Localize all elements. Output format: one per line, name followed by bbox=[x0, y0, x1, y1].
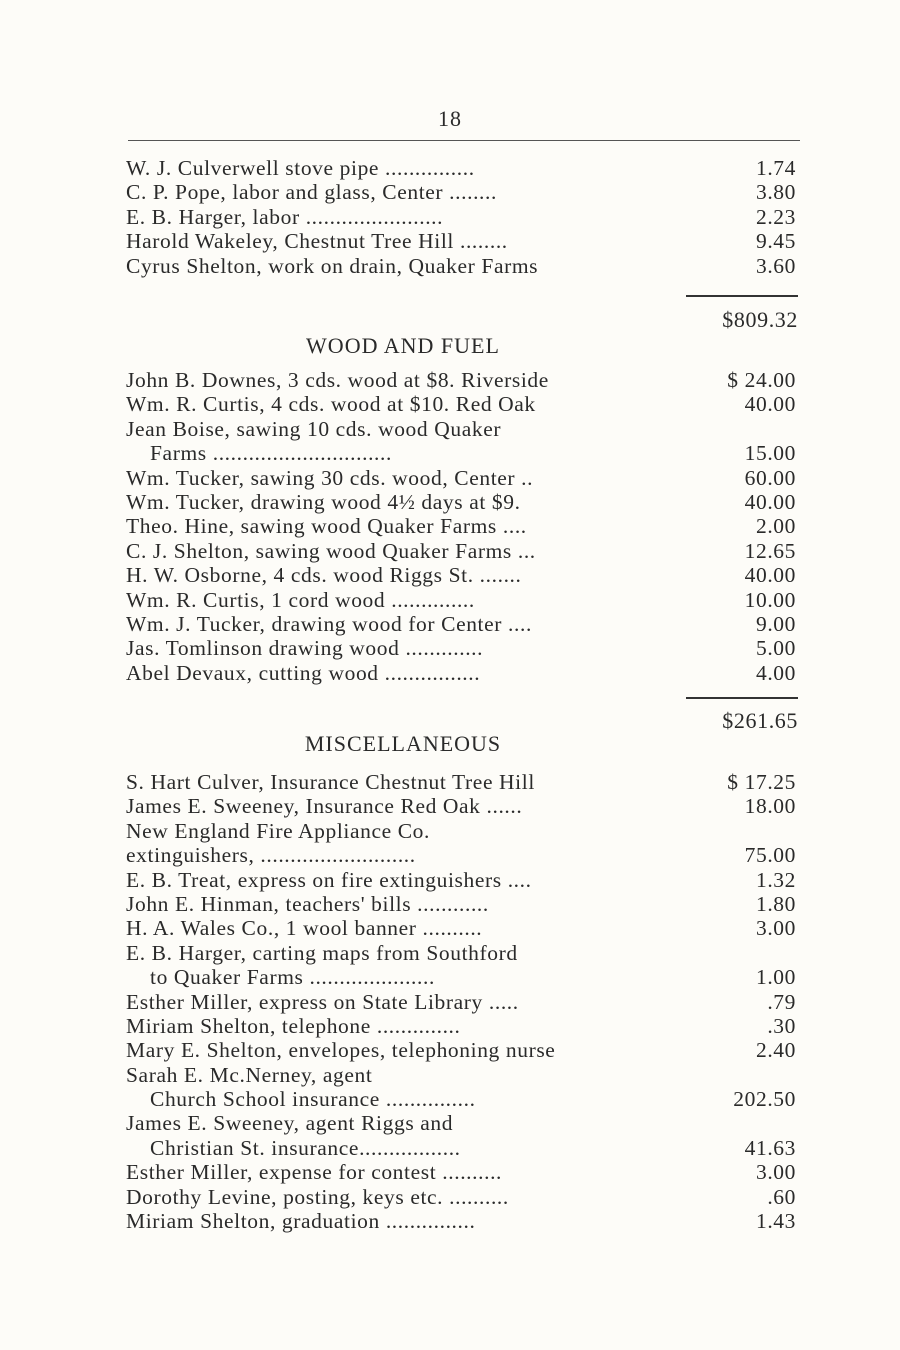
entry-amount: 202.50 bbox=[733, 1087, 796, 1112]
subtotal-rule bbox=[686, 697, 798, 699]
ledger-row bbox=[126, 892, 800, 916]
section-heading-miscellaneous: MISCELLANEOUS bbox=[304, 731, 502, 756]
entry-description: Church School insurance ............... bbox=[150, 1087, 476, 1112]
ledger-row bbox=[126, 254, 800, 278]
page-number: 18 bbox=[438, 106, 462, 131]
entry-amount: 1.74 bbox=[755, 156, 796, 180]
entry-amount: $ 17.25 bbox=[727, 770, 796, 794]
ledger-row bbox=[126, 1160, 800, 1184]
ledger-row bbox=[126, 770, 800, 794]
wood-and-fuel-total: $261.65 bbox=[722, 708, 798, 733]
entry-amount: 15.00 bbox=[744, 441, 796, 466]
ledger-row bbox=[126, 441, 800, 465]
entry-description: E. B. Harger, carting maps from Southford bbox=[126, 940, 518, 965]
entry-description: Esther Miller, expense for contest .......... bbox=[126, 1160, 503, 1185]
entry-description: C. J. Shelton, sawing wood Quaker Farms ... bbox=[126, 538, 536, 563]
entry-amount: $ 24.00 bbox=[727, 368, 796, 392]
entry-description: Wm. R. Curtis, 1 cord wood .............. bbox=[126, 587, 475, 612]
entry-amount: 1.43 bbox=[755, 1209, 796, 1234]
ledger-row bbox=[126, 965, 800, 989]
entry-description: Sarah E. Mc.Nerney, agent bbox=[126, 1062, 373, 1087]
entry-description: James E. Sweeney, agent Riggs and bbox=[126, 1111, 454, 1136]
ledger-row bbox=[126, 466, 800, 490]
entry-description: Wm. J. Tucker, drawing wood for Center .... bbox=[126, 611, 532, 636]
entry-description: Wm. Tucker, drawing wood 4½ days at $9. bbox=[126, 489, 521, 514]
ledger-row bbox=[126, 636, 800, 660]
entry-description: New England Fire Appliance Co. bbox=[126, 818, 431, 843]
entry-amount: 40.00 bbox=[744, 392, 796, 417]
entry-amount: 40.00 bbox=[744, 563, 796, 588]
wood-and-fuel-entries bbox=[126, 368, 800, 685]
entry-amount: 3.00 bbox=[755, 1160, 796, 1185]
entry-description: Farms .............................. bbox=[150, 441, 392, 466]
entry-description: H. W. Osborne, 4 cds. wood Riggs St. ....... bbox=[126, 563, 522, 588]
entry-amount: 18.00 bbox=[744, 794, 796, 819]
ledger-row bbox=[126, 180, 800, 204]
entry-amount: 3.80 bbox=[755, 180, 796, 205]
ledger-row bbox=[126, 490, 800, 514]
entry-description: extinguishers, .......................... bbox=[126, 843, 416, 868]
ledger-row bbox=[126, 1111, 800, 1135]
entry-amount: 1.80 bbox=[755, 891, 796, 916]
continued-total: $809.32 bbox=[722, 307, 798, 332]
entry-amount: 10.00 bbox=[744, 587, 796, 612]
entry-description: Wm. Tucker, sawing 30 cds. wood, Center .. bbox=[126, 465, 534, 490]
ledger-row bbox=[126, 368, 800, 392]
entry-amount: 4.00 bbox=[755, 660, 796, 685]
entry-amount: 75.00 bbox=[744, 843, 796, 868]
entry-description: Cyrus Shelton, work on drain, Quaker Farms bbox=[126, 253, 539, 278]
ledger-row bbox=[126, 588, 800, 612]
entry-amount: 60.00 bbox=[744, 465, 796, 490]
ledger-row bbox=[126, 941, 800, 965]
entry-amount: 2.40 bbox=[755, 1038, 796, 1063]
entry-amount: 2.00 bbox=[755, 514, 796, 539]
entry-description: C. P. Pope, labor and glass, Center ........ bbox=[126, 180, 497, 205]
ledger-row bbox=[126, 1185, 800, 1209]
ledger-row bbox=[126, 916, 800, 940]
entry-description: to Quaker Farms ..................... bbox=[150, 965, 435, 990]
ledger-row bbox=[126, 156, 800, 180]
entry-description: W. J. Culverwell stove pipe ............... bbox=[126, 156, 475, 180]
ledger-row bbox=[126, 843, 800, 867]
entry-amount: 9.00 bbox=[755, 611, 796, 636]
ledger-row bbox=[126, 392, 800, 416]
entry-description: Miriam Shelton, telephone .............. bbox=[126, 1013, 461, 1038]
entry-description: Jas. Tomlinson drawing wood ............. bbox=[126, 636, 484, 661]
continued-entries bbox=[126, 156, 800, 278]
ledger-row bbox=[126, 661, 800, 685]
entry-amount: 3.00 bbox=[755, 916, 796, 941]
entry-amount: .60 bbox=[767, 1184, 796, 1209]
entry-amount: 2.23 bbox=[755, 204, 796, 229]
entry-description: Wm. R. Curtis, 4 cds. wood at $10. Red Oak bbox=[126, 392, 536, 417]
ledger-row bbox=[126, 990, 800, 1014]
entry-description: Esther Miller, express on State Library ..... bbox=[126, 989, 519, 1014]
entry-description: E. B. Harger, labor ....................... bbox=[126, 204, 444, 229]
entry-description: John B. Downes, 3 cds. wood at $8. Riverside bbox=[126, 368, 549, 392]
header-rule bbox=[128, 140, 800, 141]
ledger-row bbox=[126, 1038, 800, 1062]
entry-description: Abel Devaux, cutting wood ................ bbox=[126, 660, 481, 685]
entry-description: James E. Sweeney, Insurance Red Oak ...... bbox=[126, 794, 523, 819]
ledger-row bbox=[126, 1209, 800, 1233]
ledger-row bbox=[126, 539, 800, 563]
entry-amount: 41.63 bbox=[744, 1135, 796, 1160]
ledger-row bbox=[126, 563, 800, 587]
ledger-row bbox=[126, 229, 800, 253]
entry-amount: .79 bbox=[767, 989, 796, 1014]
entry-description: Miriam Shelton, graduation ............... bbox=[126, 1209, 476, 1234]
ledger-row bbox=[126, 612, 800, 636]
entry-amount: 12.65 bbox=[744, 538, 796, 563]
entry-description: Theo. Hine, sawing wood Quaker Farms .... bbox=[126, 514, 527, 539]
entry-amount: .30 bbox=[767, 1013, 796, 1038]
ledger-row bbox=[126, 1014, 800, 1038]
entry-amount: 9.45 bbox=[755, 229, 796, 254]
ledger-row bbox=[126, 417, 800, 441]
entry-description: Jean Boise, sawing 10 cds. wood Quaker bbox=[126, 416, 502, 441]
subtotal-rule bbox=[686, 295, 798, 297]
ledger-row bbox=[126, 868, 800, 892]
entry-description: S. Hart Culver, Insurance Chestnut Tree Hill bbox=[126, 770, 535, 794]
entry-description: H. A. Wales Co., 1 wool banner .......... bbox=[126, 916, 483, 941]
entry-description: John E. Hinman, teachers' bills ............ bbox=[126, 891, 489, 916]
section-heading-wood-and-fuel: WOOD AND FUEL bbox=[306, 333, 500, 358]
ledger-row bbox=[126, 514, 800, 538]
entry-amount: 1.00 bbox=[755, 965, 796, 990]
entry-description: Christian St. insurance................. bbox=[150, 1135, 461, 1160]
miscellaneous-entries bbox=[126, 770, 800, 1233]
ledger-row bbox=[126, 205, 800, 229]
ledger-row bbox=[126, 819, 800, 843]
entry-amount: 1.32 bbox=[755, 867, 796, 892]
ledger-row bbox=[126, 794, 800, 818]
entry-description: E. B. Treat, express on fire extinguishers .... bbox=[126, 867, 532, 892]
entry-description: Dorothy Levine, posting, keys etc. .......... bbox=[126, 1184, 509, 1209]
entry-description: Harold Wakeley, Chestnut Tree Hill ........ bbox=[126, 229, 508, 254]
entry-description: Mary E. Shelton, envelopes, telephoning nurse bbox=[126, 1038, 556, 1063]
ledger-row bbox=[126, 1063, 800, 1087]
entry-amount: 3.60 bbox=[755, 253, 796, 278]
entry-amount: 40.00 bbox=[744, 489, 796, 514]
ledger-row bbox=[126, 1136, 800, 1160]
entry-amount: 5.00 bbox=[755, 636, 796, 661]
ledger-row bbox=[126, 1087, 800, 1111]
